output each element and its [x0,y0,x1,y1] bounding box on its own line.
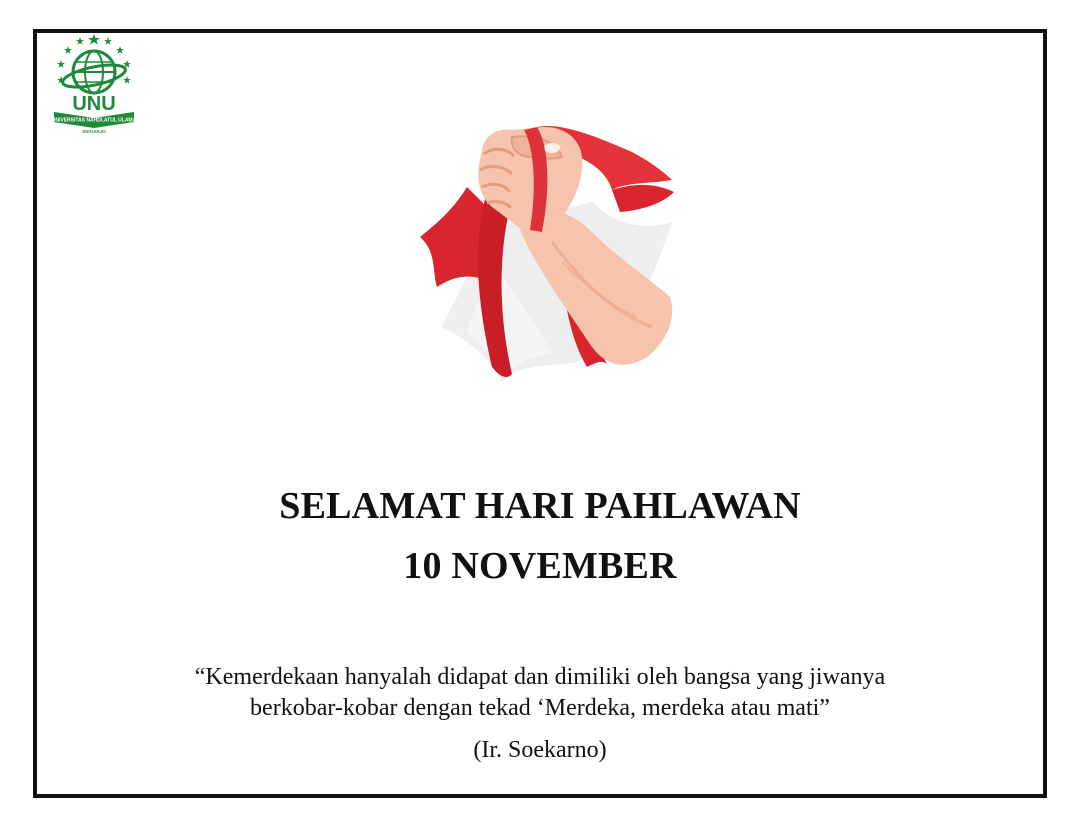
logo-city: SIDOARJO [82,129,106,134]
greeting-date: 10 NOVEMBER [403,545,677,587]
globe-icon [61,51,127,93]
logo-name: UNIVERSITAS NAHDLATUL ULAMA [51,117,137,124]
fist-flag-illustration [412,112,692,392]
unu-logo [50,32,138,136]
logo-acronym: UNU [72,93,116,115]
quote-attribution: (Ir. Soekarno) [473,737,607,763]
quote-line-1: “Kemerdekaan hanyalah didapat dan dimiliki oleh bangsa yang jiwanya [194,664,886,690]
quote-line-2: berkobar-kobar dengan tekad ‘Merdeka, merdeka atau mati” [250,695,830,721]
greeting-title: SELAMAT HARI PAHLAWAN [279,485,801,527]
